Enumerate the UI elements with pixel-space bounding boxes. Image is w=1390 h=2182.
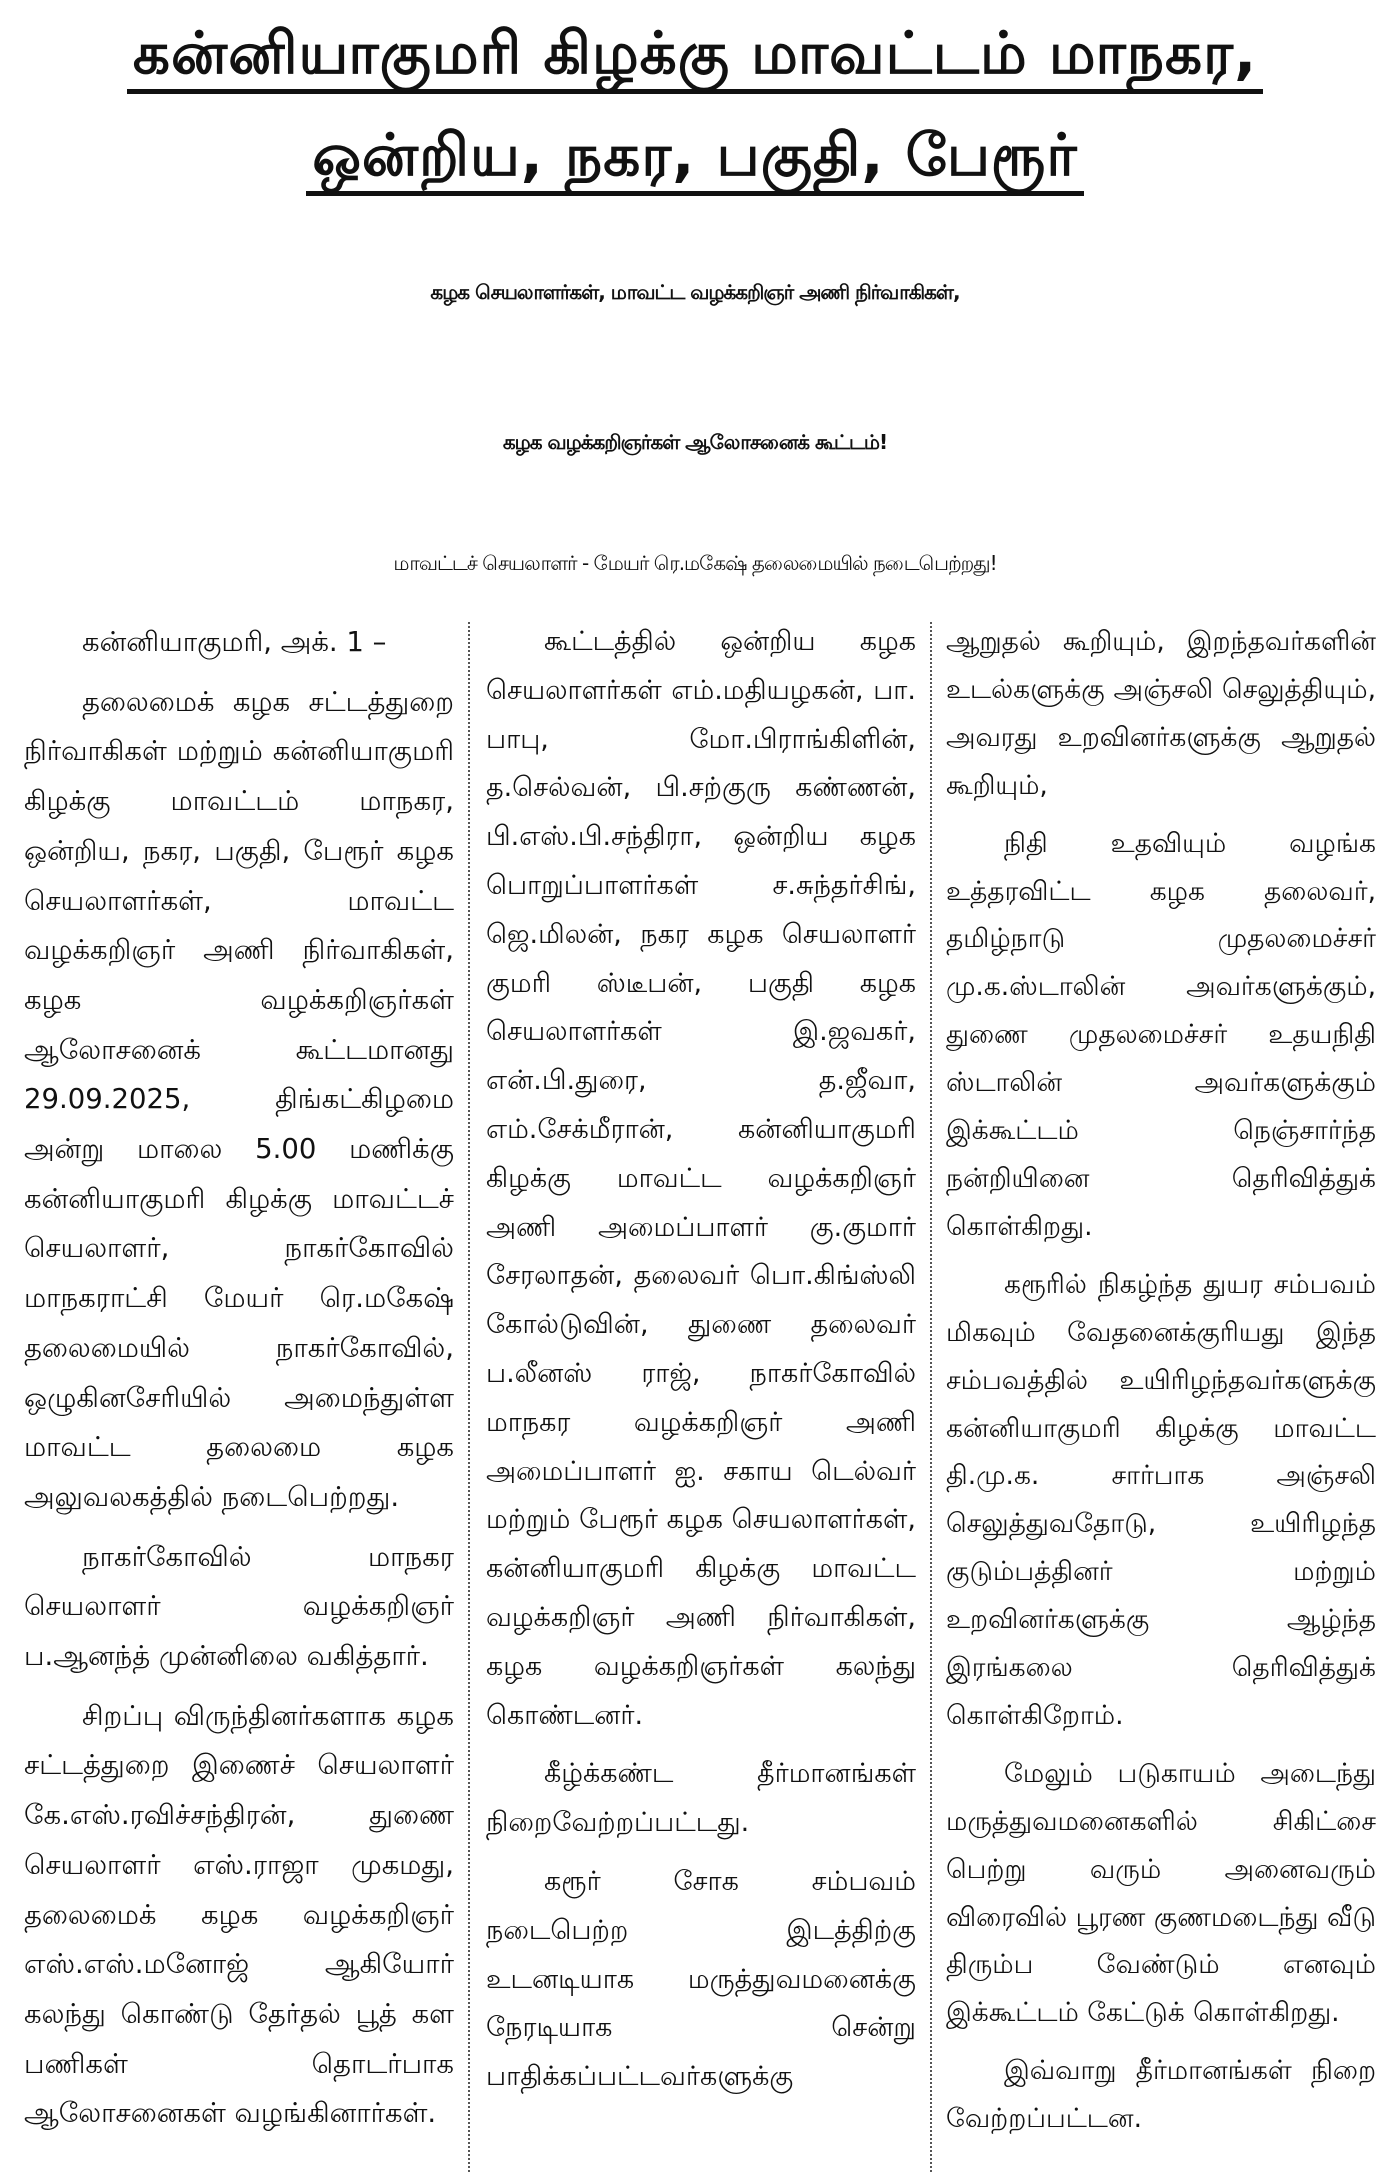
subheadline: மாவட்டச் செயலாளர் - மேயர் ரெ.மகேஷ் தலைமையில் நடைபெற்றது! <box>393 551 997 575</box>
column-divider-1 <box>468 622 470 2172</box>
column3-paragraph-5: இவ்வாறு தீர்மானங்கள் நிறை வேற்றப்பட்டன. <box>946 2055 1376 2135</box>
column2-paragraph-2: கீழ்க்கண்ட தீர்மானங்கள் நிறைவேற்றப்பட்டது. <box>486 1758 916 1839</box>
headline-line-2: கழக வழக்கறிஞர்கள் ஆலோசனைக் கூட்டம்! <box>502 430 888 454</box>
column1-paragraph-2: நாகர்கோவில் மாநகர செயலாளர் வழக்கறிஞர் ப.ஆனந்த் முன்னிலை வகித்தார். <box>24 1540 454 1673</box>
article-column-3 <box>946 618 1376 2178</box>
kicker-line-1-text: கன்னியாகுமரி கிழக்கு மாவட்டம் மாநகர, <box>127 19 1263 94</box>
kicker-line-2-text: ஒன்றிய, நகர, பகுதி, பேரூர் <box>306 121 1083 196</box>
column2-paragraph-1: கூட்டத்தில் ஒன்றிய கழக செயலாளர்கள் எம்.மதியழகன், பா. பாபு, மோ.பிராங்கிளின், த.செல்வன், பி.சற்குரு கண்ணன், பி.எஸ்.பி.சந்திரா, ஒன்றிய கழக பொறுப்பாளர்கள் ச.சுந்தர்சிங், ஜெ.மிலன், நகர கழக செயலாளர் குமரி ஸ்டீபன், பகுதி கழக செயலாளர்கள் இ.ஜவகர், என்.பி.துரை, த.ஜீவா, எம்.சேக்மீரான், கன்னியாகுமரி கிழக்கு மாவட்ட வழக்கறிஞர் அணி அமைப்பாளர் கு.குமார் சேரலாதன், தலைவர் பொ.கிங்ஸ்லி கோல்டுவின், துணை தலைவர் ப.லீனஸ் ராஜ், நாகர்கோவில் மாநகர வழக்கறிஞர் அணி அமைப்பாளர் ஐ. சகாய டெல்வர் மற்றும் பேரூர் கழக செயலாளர்கள், கன்னியாகுமரி கிழக்கு மாவட்ட வழக்கறிஞர் அணி நிர்வாகிகள், கழக வழக்கறிஞர்கள் கலந்து கொண்டனர். <box>486 626 916 1731</box>
column2-paragraph-3: கரூர் சோக சம்பவம் நடைபெற்ற இடத்திற்கு உடனடியாக மருத்துவமனைக்கு நேரடியாக சென்று பாதிக்கப்பட்டவர்களுக்கு <box>486 1865 916 2093</box>
column3-paragraph-2: நிதி உதவியும் வழங்க உத்தரவிட்ட கழக தலைவர், தமிழ்நாடு முதலமைச்சர் மு.க.ஸ்டாலின் அவர்களுக்கும், துணை முதலமைச்சர் உதயநிதி ஸ்டாலின் அவர்களுக்கும் இக்கூட்டம் நெஞ்சார்ந்த நன்றியினை தெரிவித்துக் கொள்கிறது. <box>946 827 1376 1242</box>
kicker-line-2 <box>0 120 1390 190</box>
column3-paragraph-4: மேலும் படுகாயம் அடைந்து மருத்துவமனைகளில் சிகிட்சை பெற்று வரும் அனைவரும் விரைவில் பூரண குணமடைந்து வீடு திரும்ப வேண்டும் எனவும் இக்கூட்டம் கேட்டுக் கொள்கிறது. <box>946 1757 1376 2029</box>
article-column-1 <box>24 618 454 2178</box>
column1-paragraph-3: சிறப்பு விருந்தினர்களாக கழக சட்டத்துறை இணைச் செயலாளர் கே.எஸ்.ரவிச்சந்திரன், துணை செயலாளர் எஸ்.ராஜா முகமது, தலைமைக் கழக வழக்கறிஞர் எஸ்.எஸ்.மனோஜ் ஆகியோர் கலந்து கொண்டு தேர்தல் பூத் கள பணிகள் தொடர்பாக ஆலோசனைகள் வழங்கினார்கள். <box>24 1699 454 2130</box>
column3-paragraph-1: ஆறுதல் கூறியும், இறந்தவர்களின் உடல்களுக்கு அஞ்சலி செலுத்தியும், அவரது உறவினர்களுக்கு ஆறுதல் கூறியும், <box>946 626 1376 801</box>
dateline: கன்னியாகுமரி, அக். 1 – <box>82 626 387 658</box>
article-column-2 <box>486 618 916 2178</box>
column1-paragraph-1: தலைமைக் கழக சட்டத்துறை நிர்வாகிகள் மற்றும் கன்னியாகுமரி கிழக்கு மாவட்டம் மாநகர, ஒன்றிய, நகர, பகுதி, பேரூர் கழக செயலாளர்கள், மாவட்ட வழக்கறிஞர் அணி நிர்வாகிகள், கழக வழக்கறிஞர்கள் ஆலோசனைக் கூட்டமானது 29.09.2025, திங்கட்கிழமை அன்று மாலை 5.00 மணிக்கு கன்னியாகுமரி கிழக்கு மாவட்டச் செயலாளர், நாகர்கோவில் மாநகராட்சி மேயர் ரெ.மகேஷ் தலைமையில் நாகர்கோவில், ஒழுகினசேரியில் அமைந்துள்ள மாவட்ட தலைமை கழக அலுவலகத்தில் நடைபெற்றது. <box>24 685 454 1513</box>
column-divider-2 <box>930 622 932 2172</box>
headline-line-1: கழக செயலாளர்கள், மாவட்ட வழக்கறிஞர் அணி நிர்வாகிகள், <box>430 280 960 304</box>
column3-paragraph-3: கரூரில் நிகழ்ந்த துயர சம்பவம் மிகவும் வேதனைக்குரியது இந்த சம்பவத்தில் உயிரிழந்தவர்களுக்கு கன்னியாகுமரி கிழக்கு மாவட்ட தி.மு.க. சார்பாக அஞ்சலி செலுத்துவதோடு, உயிரிழந்த குடும்பத்தினர் மற்றும் உறவினர்களுக்கு ஆழ்ந்த இரங்கலை தெரிவித்துக் கொள்கிறோம். <box>946 1268 1376 1731</box>
kicker-line-1 <box>0 18 1390 88</box>
